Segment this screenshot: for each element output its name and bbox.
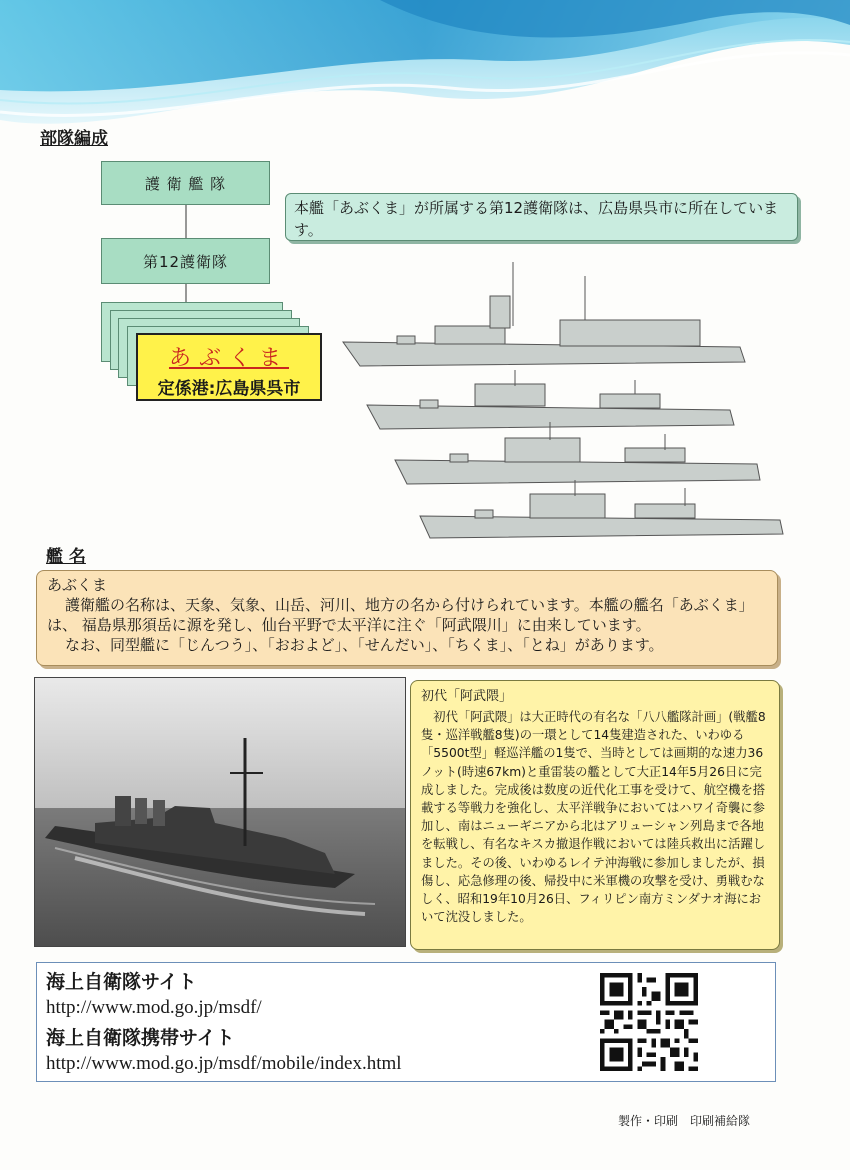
ship-profile-2: [367, 370, 734, 429]
home-port: 定係港:広島県呉市: [157, 379, 301, 399]
msdf-site-url[interactable]: http://www.mod.go.jp/msdf/: [46, 997, 262, 1018]
name-paragraph-1: 護衛艦の名称は、天象、気象、山岳、河川、地方の名から付けられています。本艦の艦名「あぶくま」は、 福島県那須岳に源を発し、仙台平野で太平洋に注ぐ「阿武隈川」に由来しています。: [47, 596, 754, 634]
name-paragraph-2: なお、同型艦に「じんつう」、「おおよど」、「せんだい」、「ちくま」、「とね」があります。: [65, 636, 664, 654]
ship-profile-3: [395, 422, 760, 484]
ship-card-abukuma: [136, 333, 322, 401]
org-box-escort-fleet: 護 衛 艦 隊: [101, 161, 270, 205]
ship-name-origin-box: [36, 570, 778, 666]
name-section-title: 艦 名: [46, 547, 86, 567]
division-info-box: 本艦「あぶくま」が所属する第12護衛隊は、広島県呉市に所在しています。: [285, 193, 798, 241]
qr-code-icon[interactable]: [600, 973, 698, 1071]
unit-section-title: 部隊編成: [40, 129, 108, 149]
ship-profile-4: [420, 480, 783, 538]
ship-profile-illustrations: [335, 262, 795, 547]
msdf-site-label: 海上自衛隊サイト: [46, 971, 197, 993]
history-body: 初代「阿武隈」は大正時代の有名な「八八艦隊計画」(戦艦8隻・巡洋戦艦8隻)の一環として14隻建造された、いわゆる「5500t型」軽巡洋艦の1隻で、当時としては画期的な速力36ノット(時速67km)と重雷装の艦として大正14年5月26日に完成しました。完成後は数度の近代化工事を受けて、航空機を搭載する等戦力を強化し、太平洋戦争においてはハワイ奇襲に参加し、南はニューギニアから北はアリューシャン列島まで各地を転戦し、有名なキスカ撤退作戦においては陸兵救出に活躍しました。その後、いわゆるレイテ沖海戦に参加しましたが、損傷し、応急修理の後、帰投中に米軍機の攻撃を受け、勇戦むなしく、昭和19年10月26日、フィリピン南方ミンダナオ海において沈没しました。: [421, 710, 766, 925]
cruiser-abukuma-photo: [34, 677, 406, 947]
name-box-title: あぶくま: [47, 576, 108, 594]
msdf-mobile-site-label: 海上自衛隊携帯サイト: [46, 1027, 235, 1049]
ship-profile-1: [343, 262, 745, 366]
org-box-escort-division-12: 第12護衛隊: [101, 238, 270, 284]
msdf-mobile-site-url[interactable]: http://www.mod.go.jp/msdf/mobile/index.html: [46, 1053, 402, 1074]
history-title: 初代「阿武隈」: [421, 689, 513, 704]
history-box: [410, 680, 780, 950]
footer-credit: 製作・印刷 印刷補給隊: [618, 1114, 751, 1128]
website-links-box: [36, 962, 776, 1082]
ship-name: あぶくま: [168, 346, 289, 371]
